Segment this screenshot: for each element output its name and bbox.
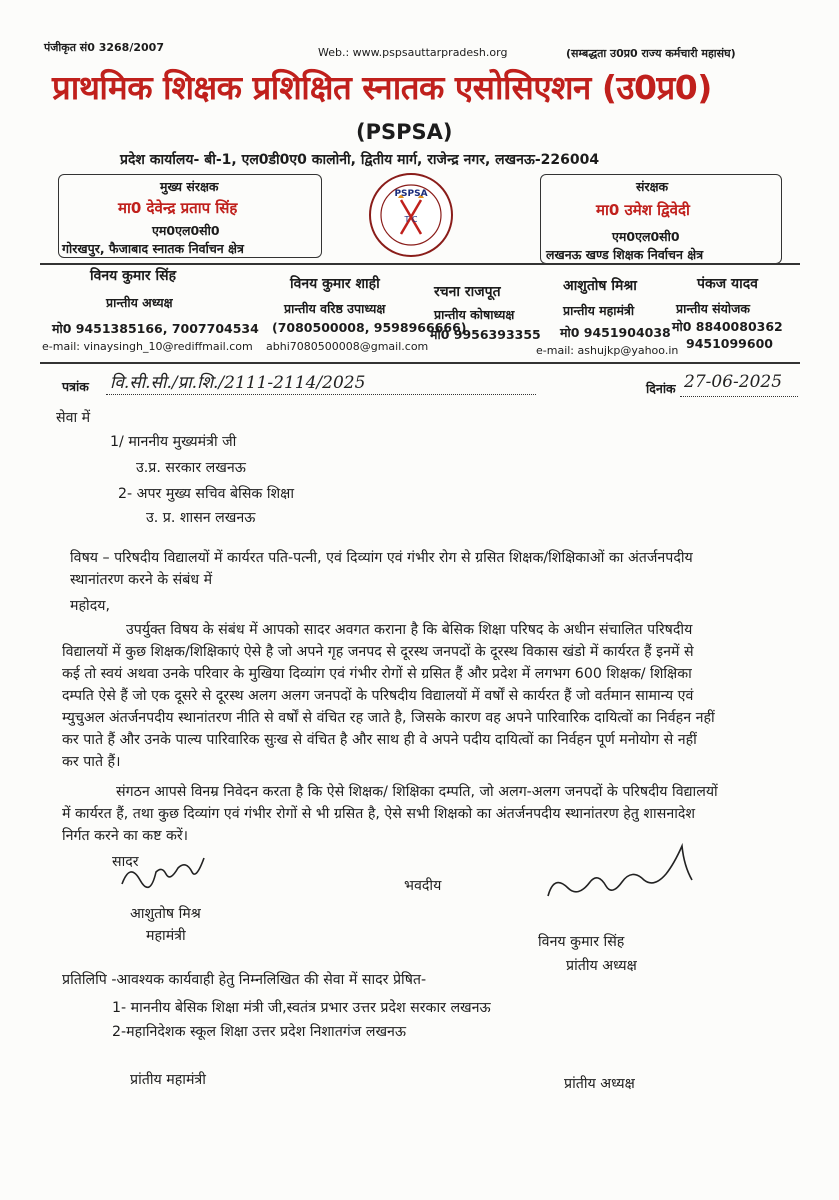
recipient-1: 1/ माननीय मुख्यमंत्री जी xyxy=(110,434,237,450)
officer-3-role: प्रान्तीय कोषाध्यक्ष xyxy=(434,307,515,322)
right-signature xyxy=(540,840,700,920)
officer-2-role: प्रान्तीय वरिष्ठ उपाध्यक्ष xyxy=(284,301,386,316)
left-signatory-name: आशुतोष मिश्र xyxy=(130,906,201,922)
officer-5-phone-2: 9451099600 xyxy=(686,336,773,351)
yours-faithfully: भवदीय xyxy=(404,878,442,894)
patron-name: मा0 उमेश द्विवेदी xyxy=(596,201,690,219)
recipient-1-address: उ.प्र. सरकार लखनऊ xyxy=(136,460,246,476)
officer-1-phone: मो0 9451385166, 7007704534 xyxy=(52,321,259,336)
officer-3-name: रचना राजपूत xyxy=(434,284,501,300)
chief-patron-name: मा0 देवेन्द्र प्रताप सिंह xyxy=(118,199,238,217)
patron-constituency: लखनऊ खण्ड शिक्षक निर्वाचन क्षेत्र xyxy=(546,247,704,262)
officer-1-email: e-mail: vinaysingh_10@rediffmail.com xyxy=(42,340,253,353)
officer-4-role: प्रान्तीय महामंत्री xyxy=(563,303,635,318)
recipient-2: 2- अपर मुख्य सचिव बेसिक शिक्षा xyxy=(118,486,295,502)
officers-divider xyxy=(40,362,800,364)
officer-2-phone: (7080500008, 9598966666) xyxy=(272,320,467,335)
date-value: 27-06-2025 xyxy=(684,372,783,392)
para2-line: में कार्यरत हैं, तथा कुछ दिव्यांग एवं गंभीर रोगों से भी ग्रसित है, ऐसे सभी शिक्षको का अंतर्जनपदीय स्थानांतरण हेतु शासनादेश xyxy=(62,806,696,822)
officer-4-name: आशुतोष मिश्रा xyxy=(563,278,637,294)
affiliation: (सम्बद्धता उ0प्र0 राज्य कर्मचारी महासंघ) xyxy=(566,47,736,60)
website: Web.: www.pspsauttarpradesh.org xyxy=(318,46,508,59)
officer-5-name: पंकज यादव xyxy=(697,276,758,292)
para1-line: कर पाते हैं। xyxy=(62,754,121,770)
officer-4-phone: मो0 9451904038 xyxy=(560,325,671,340)
to-label: सेवा में xyxy=(56,410,91,426)
officer-2-email: abhi7080500008@gmail.com xyxy=(266,340,429,353)
cc-item-1: 1- माननीय बेसिक शिक्षा मंत्री जी,स्वतंत्र प्रभार उत्तर प्रदेश सरकार लखनऊ xyxy=(112,1000,491,1016)
ref-number: वि.सी.सी./प्रा.शि./2111-2114/2025 xyxy=(110,373,366,393)
svg-text:T C: T C xyxy=(404,215,418,224)
officer-1-role: प्रान्तीय अध्यक्ष xyxy=(106,295,173,310)
para1-line: कई तो स्वयं अथवा उनके परिवार के मुखिया दिव्यांग एवं गंभीर रोगों से ग्रसित हैं और प्रदेश में लगभग 600 शिक्षक/ शिक्षिका xyxy=(62,666,692,682)
registration-number: पंजीकृत सं0 3268/2007 xyxy=(44,41,164,54)
date-label: दिनांक xyxy=(646,381,676,396)
left-signatory-role: महामंत्री xyxy=(146,928,186,944)
patron-post: एम0एल0सी0 xyxy=(612,229,680,244)
officer-5-phone: मो0 8840080362 xyxy=(672,319,783,334)
left-signature xyxy=(118,856,218,896)
svg-text:PSPSA: PSPSA xyxy=(394,189,428,199)
officer-3-phone: मो0 9956393355 xyxy=(430,327,541,342)
chief-patron-constituency: गोरखपुर, फैजाबाद स्नातक निर्वाचन क्षेत्र xyxy=(62,241,244,256)
date-dotted-line xyxy=(680,396,798,397)
para1-line: उपर्युक्त विषय के संबंध में आपको सादर अवगत कराना है कि बेसिक शिक्षा परिषद के अधीन संचालित परिषदीय xyxy=(126,622,693,638)
officer-1-name: विनय कुमार सिंह xyxy=(90,268,177,284)
para1-line: कर पाते हैं और उनके पाल्य पारिवारिक सुःख से वंचित है और साथ ही वे अपने पदीय दायित्वों का निर्वहन पूर्ण मनोयोग से नहीं xyxy=(62,732,697,748)
chief-patron-post: एम0एल0सी0 xyxy=(152,223,220,238)
org-abbreviation: (PSPSA) xyxy=(356,120,453,144)
cc-item-2: 2-महानिदेशक स्कूल शिक्षा उत्तर प्रदेश निशातगंज लखनऊ xyxy=(112,1024,407,1040)
para1-line: विद्यालयों में कुछ शिक्षक/शिक्षिकाएं ऐसे है जो अपने गृह जनपद से दूरस्थ जनपदों के दूरस्थ विकास खंडो में कार्यरत हैं इनमें से xyxy=(62,644,694,660)
recipient-2-address: उ. प्र. शासन लखनऊ xyxy=(146,510,256,526)
cc-heading: प्रतिलिपि -आवश्यक कार्यवाही हेतु निम्नलिखित की सेवा में सादर प्रेषित- xyxy=(62,972,427,988)
para2-line: संगठन आपसे विनम्र निवेदन करता है कि ऐसे शिक्षक/ शिक्षिका दम्पति, जो अलग-अलग जनपदों के परिषदीय विद्यालयों xyxy=(116,784,718,800)
para2-line: निर्गत करने का कष्ट करें। xyxy=(62,828,189,844)
footer-left-role: प्रांतीय महामंत्री xyxy=(130,1072,206,1088)
right-signatory-role: प्रांतीय अध्यक्ष xyxy=(566,958,637,974)
header-divider xyxy=(40,263,800,265)
officer-4-email: e-mail: ashujkp@yahoo.in xyxy=(536,344,679,357)
officer-2-name: विनय कुमार शाही xyxy=(290,276,380,292)
chief-patron-role: मुख्य संरक्षक xyxy=(160,179,219,194)
subject-line-2: स्थानांतरण करने के संबंध में xyxy=(70,572,213,588)
para1-line: म्युचुअल अंतर्जनपदीय स्थानांतरण नीति से वर्षों से वंचित रह जाते है, जिसके कारण वह अपने पारिवारिक दायित्वों का निर्वहन नहीं xyxy=(62,710,715,726)
right-signatory-name: विनय कुमार सिंह xyxy=(538,934,625,950)
pspsa-logo xyxy=(368,172,454,258)
ref-label: पत्रांक xyxy=(62,379,89,394)
office-address: प्रदेश कार्यालय- बी-1, एल0डी0ए0 कालोनी, द्वितीय मार्ग, राजेन्द्र नगर, लखनऊ-226004 xyxy=(120,152,600,168)
patron-role: संरक्षक xyxy=(636,179,669,194)
footer-right-role: प्रांतीय अध्यक्ष xyxy=(564,1076,635,1092)
salutation: महोदय, xyxy=(70,598,110,614)
closing: सादर xyxy=(112,854,139,870)
officer-5-role: प्रान्तीय संयोजक xyxy=(676,301,750,316)
para1-line: दम्पति ऐसे हैं जो एक दूसरे से दूरस्थ अलग अलग जनपदों के परिषदीय विद्यालयों में वर्षों से कार्यरत हैं जो वर्तमान सामान्य एवं xyxy=(62,688,694,704)
ref-dotted-line xyxy=(106,394,536,395)
subject-line-1: विषय – परिषदीय विद्यालयों में कार्यरत पति-पत्नी, एवं दिव्यांग एवं गंभीर रोग से ग्रसित शिक्षक/शिक्षिकाओं का अंतर्जनपदीय xyxy=(70,550,693,566)
org-title: प्राथमिक शिक्षक प्रशिक्षित स्नातक एसोसिएशन (उ0प्र0) xyxy=(52,68,712,107)
